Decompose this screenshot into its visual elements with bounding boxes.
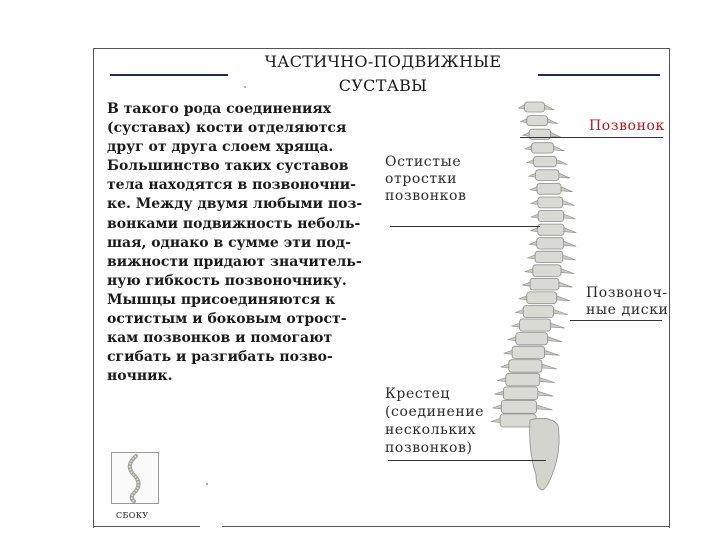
transverse-process [525, 269, 533, 273]
transverse-process [504, 350, 512, 354]
transverse-process [522, 282, 530, 286]
spinous-process [537, 405, 553, 410]
spinous-process [542, 364, 557, 369]
stray-dot [244, 86, 246, 88]
spinous-process [540, 378, 555, 383]
title-rule-right [538, 74, 660, 76]
vertebra-body [533, 265, 561, 277]
title-line-2: СУСТАВЫ [338, 76, 428, 95]
title-line-1: ЧАСТИЧНО-ПОДВИЖНЫЕ [264, 52, 502, 71]
spinous-process [559, 173, 570, 178]
vertebra-body [532, 143, 554, 153]
transverse-process [527, 160, 534, 164]
transverse-process [495, 391, 504, 395]
vertebra-body [537, 183, 561, 194]
vertebra-body [516, 333, 548, 345]
spinous-process [554, 310, 568, 315]
spinous-process [545, 350, 560, 355]
title-rule-left [110, 74, 228, 76]
vertebra-body [534, 156, 557, 167]
label-intervertebral-discs: Позвоноч- ные диски [586, 285, 669, 318]
transverse-process [529, 173, 536, 177]
vertebra-body [506, 373, 540, 386]
spinous-process [548, 337, 562, 342]
frame-bottom-right-edge [222, 526, 670, 527]
stray-dot [206, 483, 208, 485]
vertebra-body [503, 387, 538, 400]
transverse-process [528, 255, 536, 259]
vertebra-body [530, 278, 559, 290]
label-vertebra: Позвонок [589, 118, 665, 134]
vertebra-body [538, 211, 564, 222]
vertebra-body [509, 360, 542, 373]
spinous-process [538, 391, 553, 396]
vertebra-body [537, 238, 564, 249]
leader-vertebra [520, 137, 663, 138]
transverse-process [519, 105, 525, 109]
transverse-process [531, 228, 538, 232]
spinous-process [554, 146, 565, 151]
spinous-process [557, 296, 571, 301]
mini-spine-icon [112, 453, 158, 503]
spinous-process [564, 241, 577, 246]
transverse-process [493, 405, 502, 409]
leader-discs [570, 320, 662, 321]
spinous-process [561, 269, 574, 274]
transverse-process [531, 200, 538, 204]
transverse-process [491, 419, 500, 423]
side-view-thumbnail [111, 452, 159, 504]
spinous-process [556, 160, 567, 165]
thumbnail-caption: СБОКУ [116, 511, 149, 520]
vertebra-body [535, 251, 563, 262]
vertebra-body [520, 319, 551, 331]
spinous-process [559, 282, 572, 287]
label-sacrum: Крестец (соединение нескольких позвонков) [385, 386, 485, 456]
vertebra-body [525, 102, 545, 112]
vertebra-body [538, 224, 564, 235]
transverse-process [515, 310, 523, 314]
vertebra-body [527, 116, 548, 126]
spinous-process [545, 105, 555, 110]
spinous-process [563, 200, 575, 205]
transverse-process [508, 337, 516, 341]
vertebra-body [527, 292, 557, 304]
vertebra-body [523, 306, 553, 318]
vertebra-body [536, 170, 560, 181]
transverse-process [529, 241, 536, 245]
transverse-process [500, 364, 509, 368]
transverse-process [525, 146, 531, 150]
label-spinous-processes: Остистые отростки позвонков [385, 154, 467, 204]
spinous-process [564, 214, 576, 219]
spinous-process [551, 323, 565, 328]
sacrum-shape [530, 418, 560, 490]
body-paragraph: В такого рода соединениях (суставах) кости отделяются друг от друга слоем хряща. Большинство таких суставов тела находятся в позвоночни- ке. Между двумя любыми поз- вонками подвижность неболь- шая, однако в сумме эти под- вижности придают значитель- ную гибкость позвоночнику. Мышцы присоединяются к остистым и боковым отрост- кам позвонков и помогают сгибать и разгибать позво- ночник. [107, 101, 363, 385]
spinous-process [561, 187, 573, 192]
spinous-process [563, 255, 576, 260]
leader-spinous [390, 226, 540, 227]
vertebra-body [538, 197, 563, 208]
transverse-process [523, 132, 529, 136]
transverse-process [497, 378, 506, 382]
spinous-process [564, 228, 576, 233]
transverse-process [511, 323, 519, 327]
transverse-process [530, 187, 537, 191]
vertebra-body [501, 400, 536, 413]
frame-bottom-left-edge [93, 526, 200, 527]
leader-sacrum [388, 460, 546, 461]
transverse-process [521, 119, 527, 123]
transverse-process [531, 214, 538, 218]
transverse-process [519, 296, 527, 300]
spinous-process [548, 119, 558, 124]
vertebra-body [512, 346, 545, 358]
